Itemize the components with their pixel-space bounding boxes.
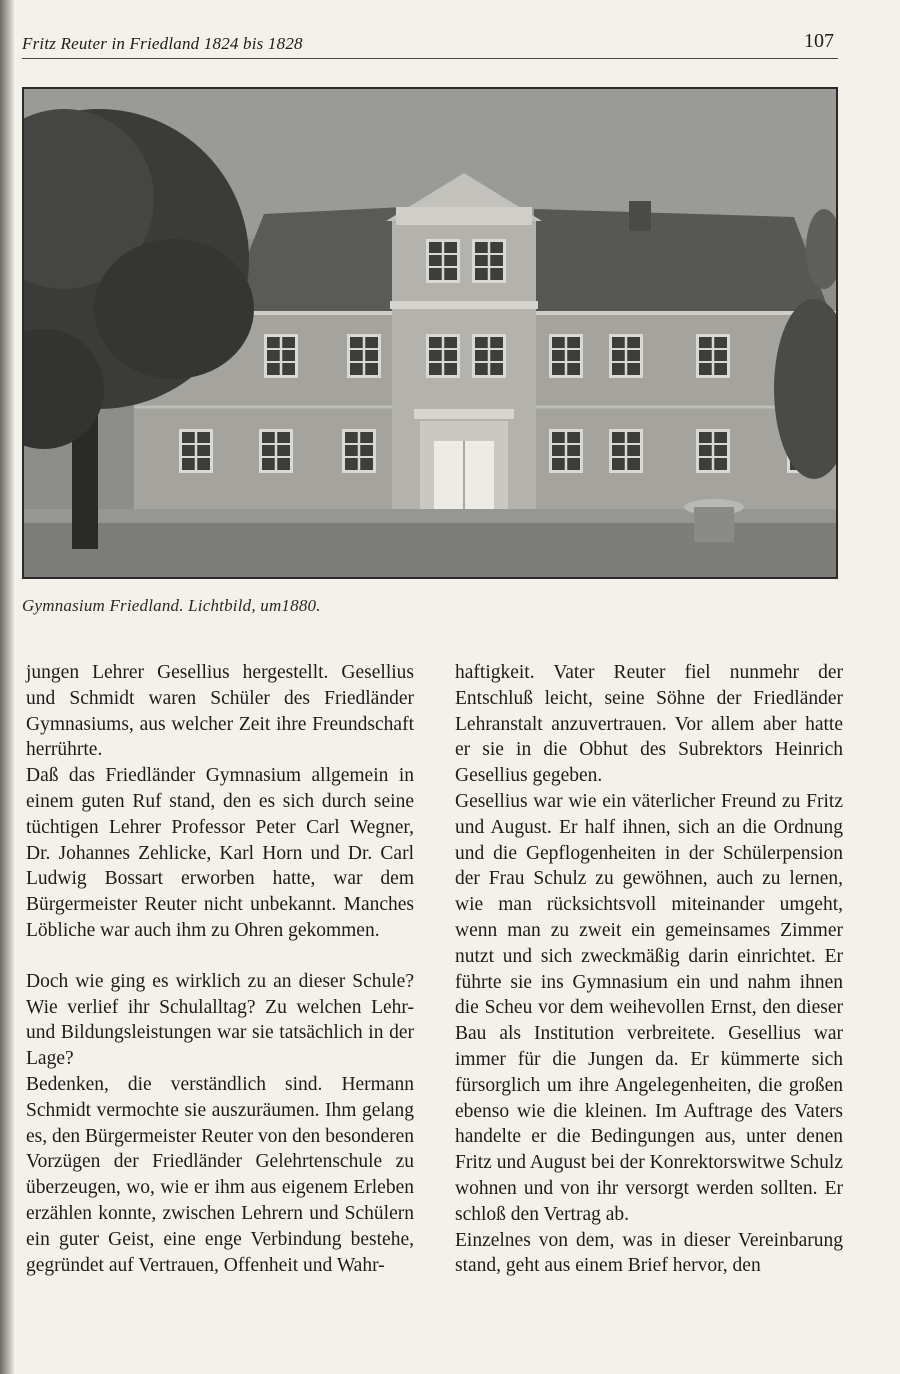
paragraph: Gesellius war wie ein väterlicher Freund zu Fritz und August. Er half ihnen, sich an die Ordnung und die Gepflogenheiten in der Schülerpension der Frau Schulz zu gewöhnen, auch zu lernen, wie man rücksichtsvoll miteinander umgeht, wenn man zu zweit ein gemeinsames Zimmer nutzt und sich zweckmäßig darin einrichtet. Er führte sie ins Gymnasium ein und nahm ihnen die Scheu vor dem weihevollen Ernst, den dieser Bau als Institution verbreitete. Gesellius war immer für die Jungen da. Er kümmerte sich fürsorglich um ihre Angelegenheiten, die großen ebenso wie die kleinen. Im Auftrage des Vaters handelte er die Bedingungen aus, unter denen Fritz und August bei der Konrektorswitwe Schulz wohnen und von ihr versorgt werden sollten. Er schloß den Vertrag ab.	[455, 790, 843, 1225]
paragraph: Doch wie ging es wirklich zu an dieser Schule? Wie verlief ihr Schulalltag? Zu welchen Lehr- und Bildungsleistungen war sie tatsächlich in der Lage?	[26, 970, 414, 1070]
paragraph: jungen Lehrer Gesellius hergestellt. Gesellius und Schmidt waren Schüler des Friedländer Gymnasiums, aus welcher Zeit ihre Freundschaft herrührte.	[26, 662, 414, 761]
paragraph: Daß das Friedländer Gymnasium allgemein in einem guten Ruf stand, den es sich durch seine tüchtigen Lehrer Professor Peter Carl Wegner, Dr. Johannes Zehlicke, Karl Horn und Dr. Carl Ludwig Bossart erworben hatte, war dem Bürgermeister Reuter nicht unbekannt. Manches Löbliche war auch ihm zu Ohren gekommen.	[26, 765, 414, 941]
paragraph: Einzelnes von dem, was in dieser Vereinbarung stand, geht aus einem Brief hervor, den	[455, 1229, 843, 1277]
school-building-photo	[22, 87, 838, 579]
right-text-column	[455, 660, 843, 1279]
left-text-column	[26, 660, 414, 1278]
photo-illustration	[24, 89, 836, 577]
paragraph: Bedenken, die verständlich sind. Hermann Schmidt vermochte sie auszuräumen. Ihm gelang es, den Bürgermeister Reuter von den besonderen Vorzügen der Friedländer Gelehrtenschule zu überzeugen, wo, wie er ihm aus eigenem Erleben erzählen konnte, zwischen Lehrern und Schülern ein guter Geist, eine enge Verbindung bestehe, gegründet auf Vertrauen, Offenheit und Wahr-	[26, 1073, 414, 1276]
book-gutter-shadow	[0, 0, 14, 1374]
page-number: 107	[804, 30, 834, 52]
figure-caption: Gymnasium Friedland. Lichtbild, um1880.	[22, 596, 321, 615]
running-title: Fritz Reuter in Friedland 1824 bis 1828	[22, 34, 303, 53]
running-header	[22, 30, 838, 59]
paragraph: haftigkeit. Vater Reuter fiel nunmehr der Entschluß leicht, seine Söhne der Friedländer Lehranstalt anzuvertrauen. Vor allem aber hatte er sie in die Obhut des Subrektors Heinrich Gesellius gegeben.	[455, 662, 843, 787]
